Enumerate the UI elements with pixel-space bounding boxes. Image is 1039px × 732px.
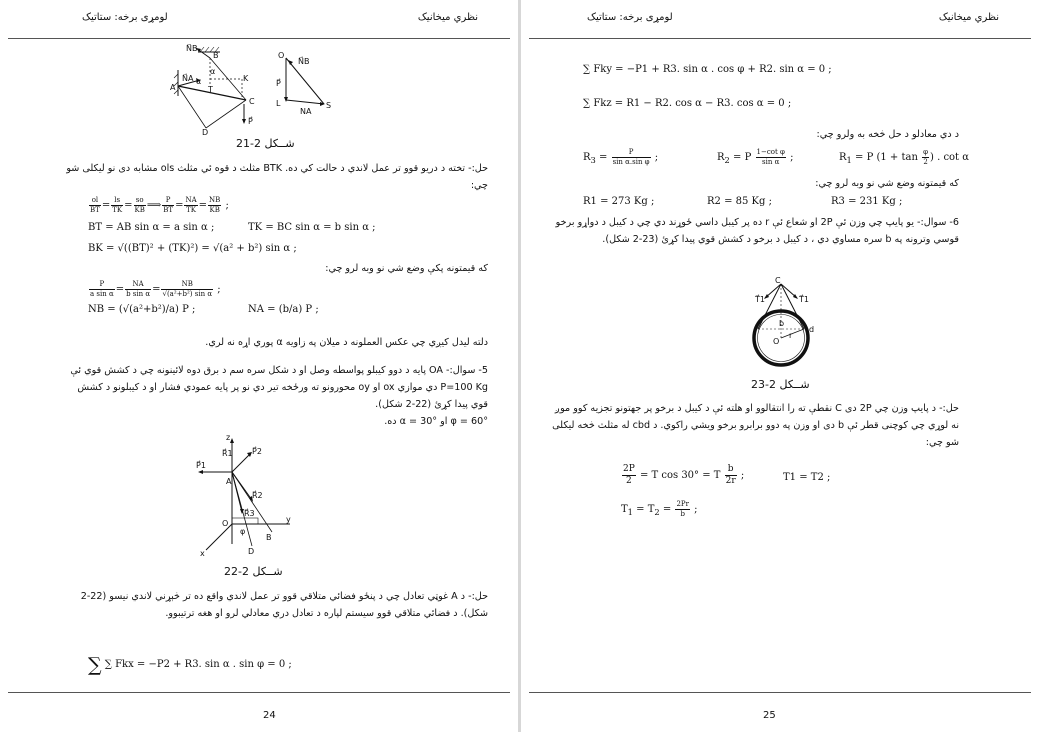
solve-note: د دي معادلو د حل څخه به ولرو چي: — [816, 129, 959, 140]
svg-text:y: y — [286, 515, 291, 524]
solution-paragraph-5: حل:- د A غوټي تعادل چي د پنځو فضائي متلاقي قوو تر عمل لاندي واقع ده تر څېړني لاندي نيسو (22-2 شکل). د فضائي متلاقي قوو سيستم لپاره د تعادل دري معادلي لرو او هغه ترتيبوو. — [80, 591, 488, 619]
svg-text:N⃗A: N⃗A — [182, 74, 194, 83]
equation-t1-t2: T1 = T2 ; — [783, 472, 831, 483]
footer-rule — [529, 692, 1031, 693]
substitution-note: که قيمتونه پکې وضع شي نو وبه لرو چي: — [325, 263, 488, 274]
svg-text:O: O — [773, 337, 780, 346]
svg-text:NA: NA — [300, 107, 312, 116]
header-rule — [529, 38, 1031, 39]
equation-na: NA = (b/a) P ; — [248, 304, 319, 315]
result-r1: R1 = 273 Kg ; — [583, 196, 655, 207]
header-part-title: لومړی برخه: ستاتيک — [587, 12, 673, 23]
svg-text:x: x — [200, 549, 205, 558]
svg-text:r: r — [789, 331, 793, 340]
problem-5-given: φ = 60° او α = 30° ده. — [384, 416, 488, 427]
equation-fkx-text: ∑ Fkx = −P2 + R3. sin α . sin φ = 0 ; — [104, 659, 292, 670]
equation-r2: $R_2 = P$ $\frac{\text{1−cot φ}}{\text{sin α}}$ ; — [717, 148, 794, 166]
conclusion-note: دلته ليدل کيږي چي عکس العملونه د ميلان په زاويه α پوري اړه نه لري. — [205, 337, 488, 348]
svg-text:N⃗B: N⃗B — [186, 44, 198, 53]
svg-text:R⃗2: R⃗2 — [252, 491, 263, 500]
figure-21-2 — [160, 44, 350, 136]
svg-text:P⃗1: P⃗1 — [196, 461, 206, 470]
svg-text:C: C — [249, 97, 255, 106]
svg-text:d: d — [809, 325, 815, 334]
figure-22-2 — [190, 432, 300, 562]
svg-text:T⃗1: T⃗1 — [755, 295, 765, 304]
svg-text:P⃗: P⃗ — [248, 117, 253, 126]
equation-final: $T_1 = T_2$ = $\frac{2Pr}{b}$ ; — [621, 500, 698, 518]
svg-text:L: L — [276, 99, 281, 108]
figure-23-2-caption: 23-2 شــکل — [751, 378, 810, 391]
header-book-title: نظري ميخانيک — [417, 12, 478, 23]
svg-text:α: α — [196, 77, 202, 86]
svg-text:R⃗1: R⃗1 — [222, 449, 233, 458]
equation-tk: TK = BC sin α = b sin α ; — [248, 222, 376, 233]
svg-text:P⃗2: P⃗2 — [252, 447, 262, 456]
svg-text:R⃗3: R⃗3 — [244, 509, 255, 518]
svg-text:T: T — [208, 85, 213, 94]
page-number: 24 — [263, 710, 276, 721]
equation-bt: BT = AB sin α = a sin α ; — [88, 222, 215, 233]
equation-bk: BK = √((BT)² + (TK)²) = √(a² + b²) sin α ; — [88, 243, 297, 254]
svg-text:B: B — [266, 533, 272, 542]
result-r3: R3 = 231 Kg ; — [831, 196, 903, 207]
page-25 — [521, 0, 1039, 732]
header-book-title: نظري ميخانيک — [938, 12, 999, 23]
svg-text:C: C — [775, 276, 781, 285]
equation-ratio: $\frac{ol}{BT}$ = $\frac{ls}{TK}$ = $\frac{so}{KB}$ ⟹ $\frac{P}{BT}$ = $\frac{NA}{TK}$ = $\frac{NB}{KB}$ ; — [90, 196, 229, 214]
equation-fkx: ∑ ∑ Fkx = −P2 + R3. sin α . sin φ = 0 ; — [88, 654, 292, 676]
svg-text:B: B — [213, 51, 219, 60]
svg-text:α: α — [210, 67, 216, 76]
equation-tension: $\frac{2P}{2}$ = T cos 30° = T $\frac{b}{2r}$ ; — [623, 464, 745, 486]
solution-paragraph-1: حل:- تخته د دريو قوو تر عمل لاندي د حالت کي ده. BTK مثلث د قوه ئي مثلث ols مشابه دی نو ليکلی شو چي: — [66, 163, 488, 191]
svg-text:A: A — [170, 83, 176, 92]
equation-r1: $R_1 = P$ (1 + tan $\frac{\varphi}{2}$ ) . cot α — [839, 148, 970, 166]
header-rule — [8, 38, 510, 39]
page-number: 25 — [763, 710, 776, 721]
svg-text:D: D — [202, 128, 209, 136]
footer-rule — [8, 692, 510, 693]
svg-text:P⃗: P⃗ — [276, 79, 281, 88]
substitution-note: که قيمتونه وضع شي نو وبه لرو چي: — [815, 178, 959, 189]
svg-text:O: O — [278, 51, 285, 60]
result-r2: R2 = 85 Kg ; — [707, 196, 772, 207]
svg-text:T⃗1: T⃗1 — [799, 295, 809, 304]
solution-paragraph-6: حل:- د پايپ وزن چي 2P دی C نقطې ته را انتقالوو او هلته ئې د کيبل د برخو پر جهتونو تجزيه کوو موږ نه لوړي چي کوچنی قطر ئې b دی او وزن په دوو برابرو برخو ويشي راکوي. د cbd له مثلث څخه ليکلی شو چي: — [552, 403, 959, 448]
header-part-title: لومړی برخه: ستاتيک — [82, 12, 168, 23]
svg-text:O: O — [222, 519, 229, 528]
page-24 — [0, 0, 518, 732]
problem-6: 6- سوال:- يو پايپ چي وزن ئې 2P او شعاع ئې r ده پر کيبل داسي ځوړند دي چي د کيبل د دواړو برخو قوسي وترونه په b سره مساوي دي ، د کيبل د برخو د کشش قوي پيدا کړئ (23-2 شکل). — [555, 217, 959, 245]
svg-text:φ: φ — [240, 527, 246, 536]
svg-text:S: S — [326, 101, 332, 110]
svg-text:K: K — [243, 74, 249, 83]
figure-22-2-caption: 22-2 شــکل — [224, 565, 283, 578]
equation-fky: ∑ Fky = −P1 + R3. sin α . cos φ + R2. sin α = 0 ; — [583, 64, 832, 75]
svg-text:D: D — [248, 547, 255, 556]
equation-nb: NB = (√(a²+b²)/a) P ; — [88, 304, 196, 315]
equation-r3: $R_3$ = $\frac{P}{\text{sin α.sin φ}}$ ; — [583, 148, 659, 166]
equation-fkz: ∑ Fkz = R1 − R2. cos α − R3. cos α = 0 ; — [583, 98, 792, 109]
svg-text:z: z — [226, 433, 231, 442]
svg-text:A: A — [226, 477, 232, 486]
figure-23-2 — [731, 274, 831, 378]
problem-5: 5- سوال:- OA پايه د دوو کيبلو پواسطه وصل او د شکل سره سم د برق دوه لائينونه چي د کشش قوي ئې P=100 Kg دي موازي ox او oy محورونو ته ورځخه تير دي نو پر پايه عمودي فشار او د کيبلونو د کشش قوي پيدا کړئ (22-2 شکل). — [70, 365, 488, 410]
equation-proportion: $\frac{P}{\text{a sin α}}$ = $\frac{NA}{\text{b sin α}}$ = $\frac{NB}{\text{√(a²+b²) sin α}}$ ; — [90, 280, 221, 298]
svg-text:N⃗B: N⃗B — [298, 57, 310, 66]
figure-21-2-caption: 21-2 شــکل — [236, 137, 295, 150]
svg-text:b: b — [779, 319, 785, 328]
